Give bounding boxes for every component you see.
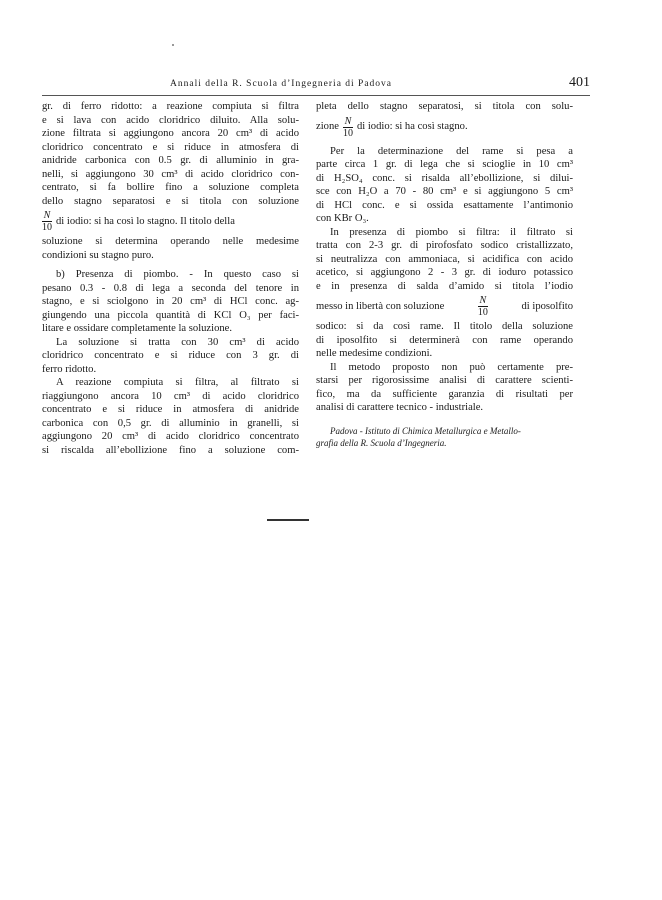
text-line: giungendo una piccola quantità di KCl O₃ per faci- [42,309,299,321]
text-line: Il metodo proposto non può certamente pre- [330,361,573,373]
text-line: tratta con 2-3 gr. di pirofosfato sodico cristallizzato, [316,240,573,251]
text-line: soluzione si determina operando nelle medesime [42,236,299,247]
text-line: cloridrico concentrato e si riduce con 3 gr. di [42,350,299,361]
scan-speck [172,44,174,46]
text-line: gr. di ferro ridotto: a reazione compiuta si filtra [42,101,299,112]
text-line: anidride carbonica con 0.5 gr. di alluminio in gra- [42,155,299,166]
text-line: La soluzione si tratta con 30 cm³ di acido [56,336,299,348]
text-line: si riscalda all’ebollizione fino a soluzione com- [42,444,299,456]
text-line: zione filtrata si aggiungono ancora 20 cm³ di acido [42,128,299,139]
fraction-n-over-10 [42,210,52,233]
text-line: riaggiungono ancora 10 cm³ di acido cloridrico [42,390,299,402]
text-fragment: messo in libertà con soluzione [316,300,445,312]
header-rule [42,95,590,96]
text-line: pesano 0.3 - 0.8 di lega a seconda del tenore in [42,282,299,294]
fraction-n-over-10 [343,116,353,139]
text-line: centrato, si fa bollire fino a soluzione completa [42,182,299,193]
text-line: nelle medesime condizioni. [316,348,433,359]
running-header [170,76,590,90]
text-line: cloridrico concentrato e si riduce in atmosfera di [42,141,299,153]
fraction-line [316,293,573,320]
text-line: di H₂SO₄ conc. si risalda all’ebollizione, si dilui- [316,172,573,184]
right-column [316,100,573,449]
text-line: starsi per rigorosissime analisi di carattere scienti- [316,375,573,386]
section-separator [267,519,309,521]
text-line: In presenza di piombo si filtra: il filtrato si [330,226,573,238]
text-line: concentrato e si riduce in atmosfera di anidride [42,404,299,415]
signature-line: Padova - Istituto di Chimica Metallurgica e Metallo- [330,425,521,436]
fraction-numerator: N [43,210,51,221]
text-line: sodico: si da così rame. Il titolo della soluzione [316,321,573,332]
text-line: con KBr O₃. [316,213,369,224]
text-line: condizioni su stagno puro. [42,249,154,261]
text-line: analisi di carattere tecnico - industriale. [316,402,484,413]
text-line: b) Presenza di piombo. - In questo caso si [56,269,299,280]
fraction-numerator: N [344,115,352,127]
text-line: Per la determinazione del rame si pesa a [330,145,573,157]
fraction-denominator: 10 [342,127,353,139]
text-line: e si lava con acido cloridrico diluito. Alla solu- [42,114,299,126]
text-line: e in presenza di salda d’amido si titola l’iodio [316,280,573,292]
fraction-denominator: 10 [477,307,488,318]
left-column [42,100,299,457]
text-line: parte circa 1 gr. di lega che si scioglie in 10 cm³ [316,159,573,170]
text-line: dello stagno separatosi e si titola con soluzione [42,195,299,207]
text-fragment: zione [316,121,339,133]
fraction-n-over-10 [478,295,488,318]
text-line: stagno, e si sciolgono in 20 cm³ di HCl conc. ag- [42,296,299,307]
text-line: di iposolfito si determinerà con rame operando [316,334,573,346]
text-fragment: di iodio: si ha così stagno. [356,121,468,133]
text-line: si neutralizza con ammoniaca, si acidifica con acido [316,253,573,265]
page-number: 401 [569,75,590,90]
text-line: di iodio: si ha così lo stagno. Il titolo della [56,215,235,227]
text-line: acetico, si aggiungono 2 - 3 gr. di ioduro potassico [316,267,573,278]
fraction-line [42,208,299,235]
text-line: A reazione compiuta si filtra, al filtrato si [56,377,299,388]
text-line: nelli, si aggiungono 30 cm³ di acido cloridrico con- [42,168,299,180]
text-line: fico, ma da sufficiente garanzia di risultati per [316,388,573,400]
signature-line: grafia della R. Scuola d’Ingegneria. [316,437,447,448]
text-line: sce con H₂O a 70 - 80 cm³ e si aggiungono 5 cm³ [316,186,573,197]
text-fragment: di iposolfito [521,300,573,312]
fraction-line [316,114,573,141]
text-line: di HCl conc. e si ossida esattamente l’antimonio [316,199,573,211]
text-line: carbonica con 0,5 gr. di alluminio in granelli, si [42,417,299,429]
text-line: litare e ossidare completamente la soluzione. [42,323,233,334]
text-line: pleta dello stagno separatosi, si titola con solu- [316,101,573,112]
fraction-numerator: N [479,295,487,306]
journal-title: Annali della R. Scuola d’Ingegneria di Padova [170,79,393,89]
text-line: ferro ridotto. [42,363,97,375]
text-line: aggiungono 20 cm³ di acido cloridrico concentrato [42,431,299,442]
fraction-denominator: 10 [42,222,52,233]
